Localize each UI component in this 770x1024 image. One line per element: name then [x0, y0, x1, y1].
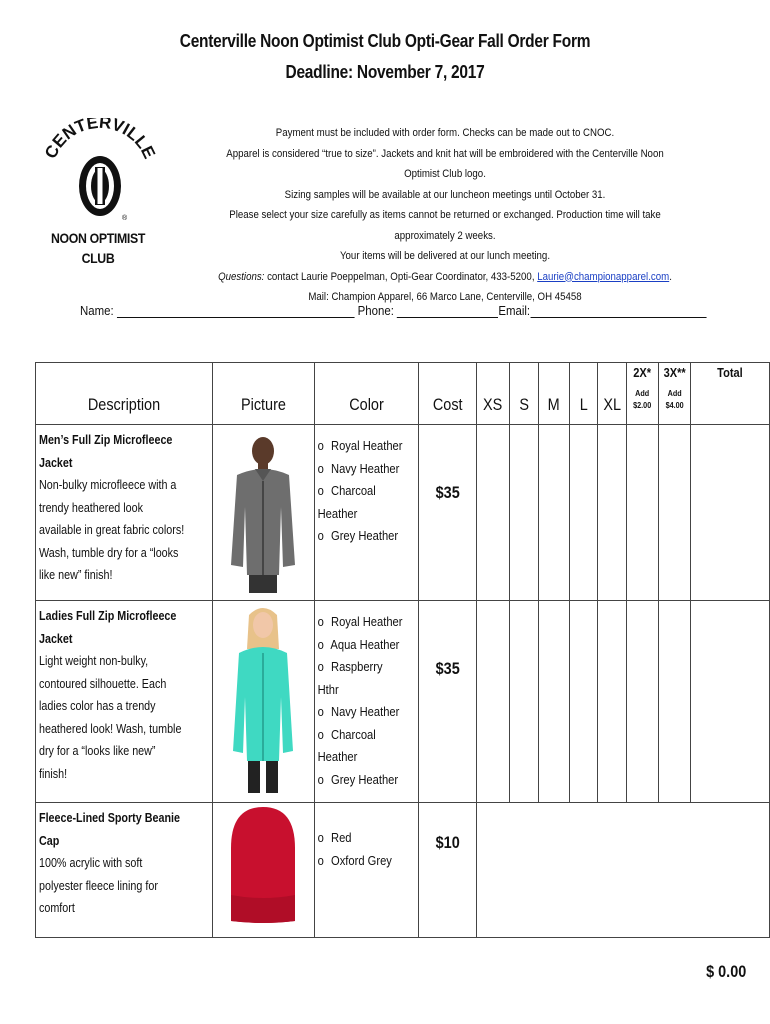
- form-title: Centerville Noon Optimist Club Opti-Gear Fall Order Form: [179, 31, 591, 51]
- 3x-add: Add: [667, 388, 682, 398]
- color-label: Navy Heather: [330, 704, 400, 719]
- header-row: [36, 363, 770, 425]
- cost-value: $10: [435, 833, 460, 852]
- item-colors: [314, 425, 418, 601]
- item-cost: [418, 803, 476, 938]
- color-label: Royal Heather: [330, 438, 403, 453]
- 2x-add: Add: [635, 388, 650, 398]
- color-label: Royal Heather: [330, 614, 403, 629]
- color-header: Color: [349, 395, 384, 414]
- color-option: [318, 827, 404, 850]
- qty-xs[interactable]: [477, 425, 509, 601]
- grand-total: $ 0.00: [705, 962, 746, 981]
- instructions: [212, 123, 678, 308]
- color-label: Red: [330, 830, 352, 845]
- item-description: [36, 425, 213, 601]
- bullet: o: [317, 483, 324, 498]
- bullet: o: [317, 726, 324, 742]
- color-option: [318, 458, 404, 481]
- col-picture: [213, 363, 315, 425]
- item-cost: [418, 425, 476, 601]
- col-s: [509, 363, 538, 425]
- phone-label: Phone:: [357, 303, 394, 318]
- item-colors: [314, 803, 418, 938]
- total-header: Total: [717, 365, 743, 380]
- svg-text:®: ®: [122, 215, 128, 222]
- optimist-emblem-icon: [40, 118, 160, 238]
- col-3x: [658, 363, 690, 425]
- item-text: Light weight non-bulky, contoured silhouette. Each ladies color has a trendy heathered look! Wash, tumble dry for a “looks like new” finish!: [39, 654, 182, 781]
- email-label: Email:: [498, 303, 531, 318]
- item-title: Fleece-Lined Sporty Beanie Cap: [39, 811, 180, 848]
- bullet: o: [317, 659, 324, 674]
- qty-s[interactable]: [509, 601, 538, 803]
- color-label: Charcoal Heather: [317, 483, 376, 521]
- logo-arc-text: CENTERVILLE: [41, 118, 159, 162]
- qty-3x[interactable]: [658, 425, 690, 601]
- col-m: [539, 363, 569, 425]
- info-line: Sizing samples will be available at our luncheon meetings until October 31.: [284, 188, 606, 201]
- col-color: [314, 363, 418, 425]
- contact-fields: [80, 303, 706, 318]
- item-picture: [213, 803, 315, 938]
- order-table: [35, 362, 770, 938]
- qty-2x[interactable]: [627, 601, 658, 803]
- bullet: o: [317, 704, 324, 719]
- email-field[interactable]: [530, 303, 706, 318]
- phone-field[interactable]: [397, 303, 498, 318]
- col-l: [569, 363, 598, 425]
- email-link[interactable]: Laurie@championapparel.com: [537, 270, 670, 283]
- bullet: o: [317, 636, 324, 652]
- color-label: Oxford Grey: [330, 852, 392, 868]
- color-option: [318, 634, 404, 657]
- qty-xs[interactable]: [477, 601, 509, 803]
- bullet: o: [317, 460, 324, 476]
- mens-jacket-image: [213, 425, 313, 595]
- beanie-order-area[interactable]: [477, 803, 770, 938]
- row-total[interactable]: [691, 601, 770, 803]
- info-line: Apparel is considered “true to size”. Jackets and knit hat will be embroidered with the Centerville Noon Optimist Club logo.: [226, 147, 664, 180]
- 2x-surcharge: [630, 387, 656, 411]
- col-description: [36, 363, 213, 425]
- color-option: [318, 480, 404, 525]
- qty-xl[interactable]: [598, 601, 627, 803]
- 2x-price: $2.00: [633, 400, 652, 410]
- name-field[interactable]: [117, 303, 355, 318]
- cost-value: $35: [435, 659, 460, 678]
- questions-end: .: [669, 270, 672, 283]
- item-colors: [314, 601, 418, 803]
- col-2x: [627, 363, 658, 425]
- color-option: [318, 724, 404, 769]
- row-total[interactable]: [691, 425, 770, 601]
- item-title: Men’s Full Zip Microfleece Jacket: [39, 433, 173, 470]
- qty-3x[interactable]: [658, 601, 690, 803]
- color-label: Grey Heather: [330, 771, 399, 787]
- item-picture: [213, 425, 315, 601]
- questions-line: [212, 267, 678, 288]
- qty-2x[interactable]: [627, 425, 658, 601]
- bullet: o: [317, 438, 324, 453]
- color-label: Aqua Heather: [330, 636, 400, 652]
- bullet: o: [317, 771, 324, 787]
- table-row: [36, 803, 770, 938]
- deadline: Deadline: November 7, 2017: [285, 62, 485, 82]
- item-picture: [213, 601, 315, 803]
- l-header: L: [579, 395, 588, 414]
- 3x-surcharge: [661, 387, 688, 411]
- qty-m[interactable]: [539, 601, 569, 803]
- s-header: S: [519, 395, 529, 414]
- questions-text: contact Laurie Poeppelman, Opti-Gear Coordinator, 433-5200,: [264, 270, 538, 283]
- item-text: 100% acrylic with soft polyester fleece lining for comfort: [39, 856, 158, 915]
- ladies-jacket-image: [213, 601, 313, 796]
- bullet: o: [317, 614, 324, 629]
- name-label: Name:: [80, 303, 114, 318]
- color-label: Grey Heather: [330, 528, 399, 543]
- logo-name-line1: NOON OPTIMIST: [51, 230, 145, 246]
- qty-l[interactable]: [569, 601, 598, 803]
- info-line: Your items will be delivered at our lunch meeting.: [339, 250, 551, 262]
- xs-header: XS: [483, 395, 503, 414]
- logo-name-line2: CLUB: [81, 250, 115, 266]
- description-header: Description: [87, 395, 161, 414]
- m-header: M: [547, 395, 560, 414]
- qty-m[interactable]: [539, 425, 569, 601]
- table-row: [36, 601, 770, 803]
- picture-header: Picture: [240, 395, 286, 414]
- color-option: [318, 611, 404, 634]
- item-description: [36, 601, 213, 803]
- qty-xl[interactable]: [598, 425, 627, 601]
- 3x-price: $4.00: [665, 400, 684, 410]
- info-line: Payment must be included with order form. Checks can be made out to CNOC.: [275, 127, 615, 139]
- color-option: [318, 701, 404, 724]
- qty-l[interactable]: [569, 425, 598, 601]
- cost-header: Cost: [432, 395, 463, 414]
- col-cost: [418, 363, 476, 425]
- color-label: Raspberry Hthr: [317, 659, 383, 697]
- item-description: [36, 803, 213, 938]
- color-option: [318, 850, 404, 873]
- qty-s[interactable]: [509, 425, 538, 601]
- bullet: o: [317, 830, 324, 845]
- questions-label: Questions:: [218, 270, 265, 283]
- col-xs: [477, 363, 509, 425]
- bullet: o: [317, 852, 324, 868]
- info-line: Please select your size carefully as items cannot be returned or exchanged. Production time will take approximately 2 weeks.: [229, 209, 661, 242]
- col-total: [691, 363, 770, 425]
- xl-header: XL: [603, 395, 622, 414]
- 3x-header: 3X**: [663, 365, 686, 380]
- cost-value: $35: [435, 483, 460, 502]
- color-option: [318, 656, 404, 701]
- color-label: Navy Heather: [330, 460, 400, 476]
- color-option: [318, 435, 404, 458]
- color-option: [318, 525, 404, 548]
- item-text: Non-bulky microfleece with a trendy heathered look available in great fabric colors! Wash, tumble dry for a “looks like new” finish!: [39, 478, 185, 582]
- col-xl: [598, 363, 627, 425]
- mail-address: Mail: Champion Apparel, 66 Marco Lane, Centerville, OH 45458: [308, 291, 582, 303]
- beanie-image: [213, 803, 313, 928]
- bullet: o: [317, 528, 324, 543]
- item-cost: [418, 601, 476, 803]
- 2x-header: 2X*: [633, 365, 652, 380]
- color-option: [318, 769, 404, 792]
- item-title: Ladies Full Zip Microfleece Jacket: [39, 609, 177, 646]
- table-row: [36, 425, 770, 601]
- color-label: Charcoal Heather: [317, 726, 376, 764]
